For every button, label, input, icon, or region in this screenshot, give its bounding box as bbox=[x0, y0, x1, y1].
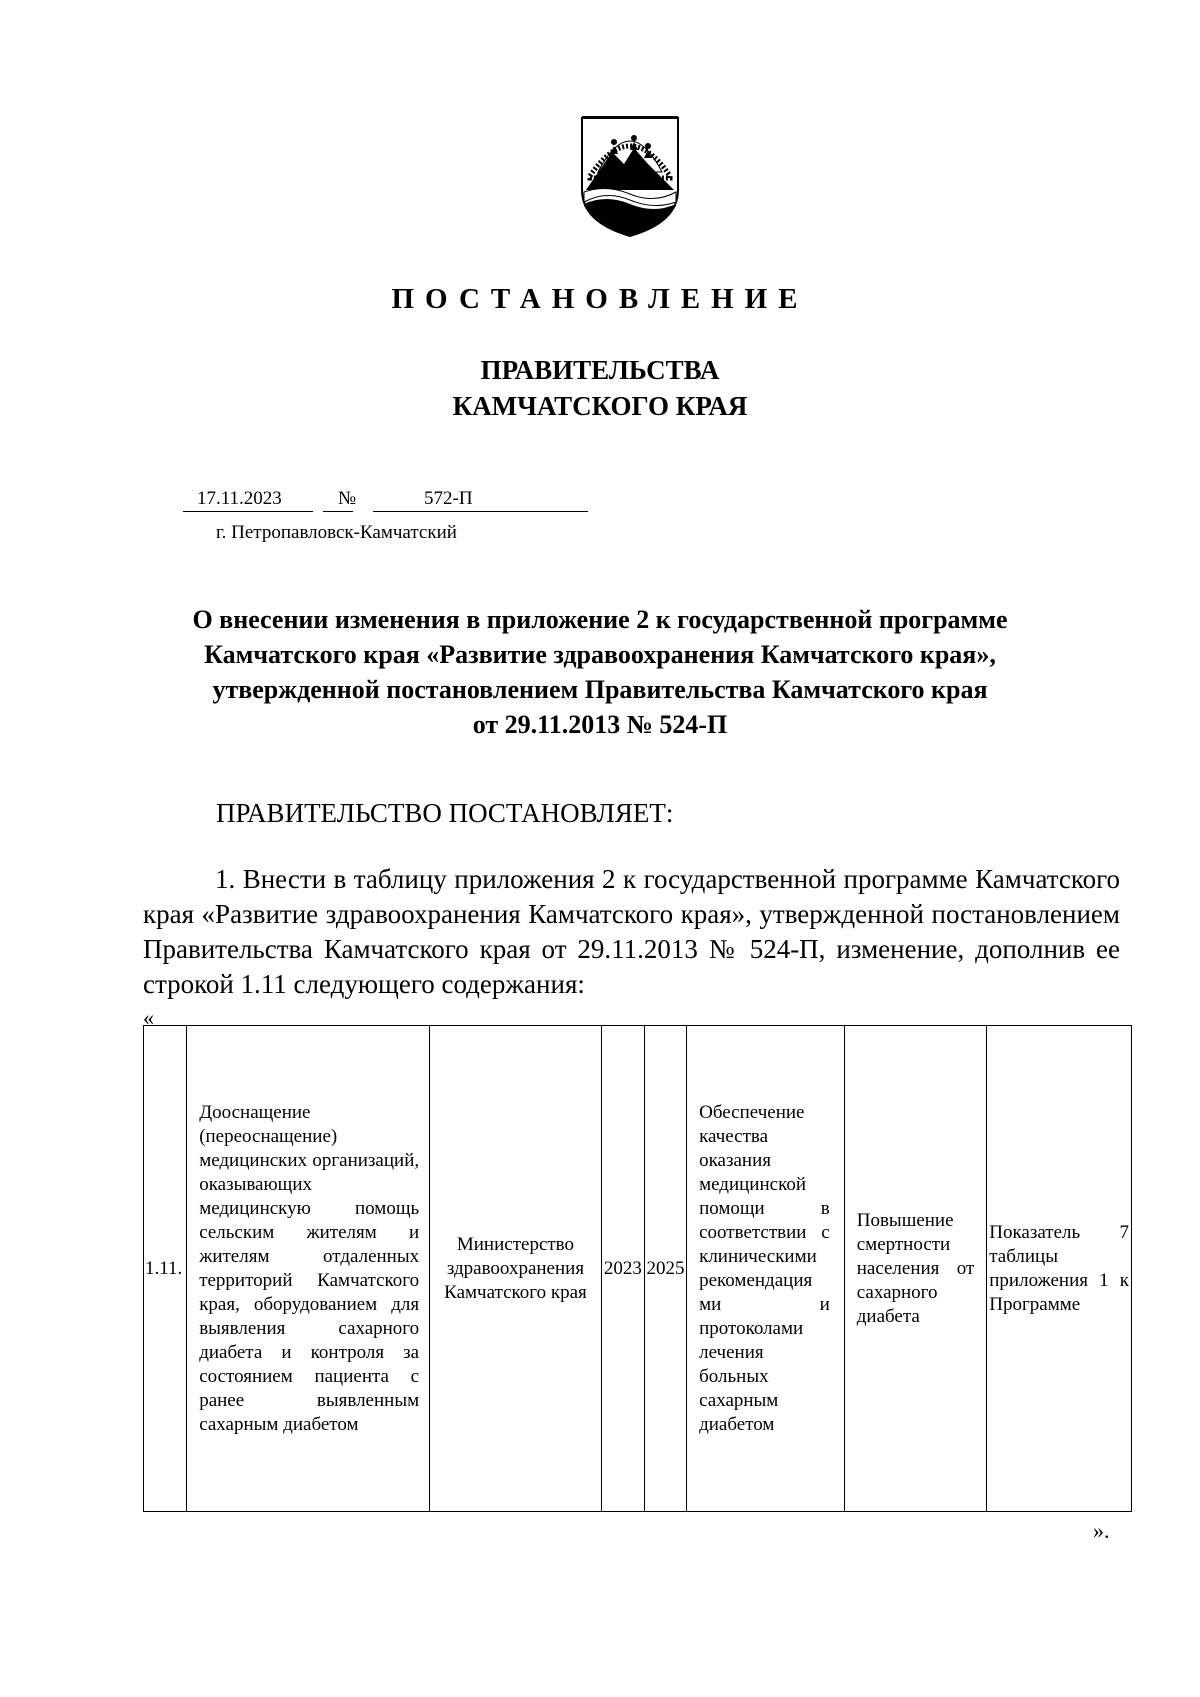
coat-of-arms-icon bbox=[576, 112, 684, 238]
paragraph-1-text: 1. Внести в таблицу приложения 2 к государственной программе Камчатского края «Развитие здравоохранения Камчатского края», утвержденной постановлением Правительства Камчатского края от 29.11.2013 № 524-П, изменение, дополнив ее строкой 1.11 следующего содержания: bbox=[143, 864, 1120, 999]
subject-line-1: О внесении изменения в приложение 2 к государственной программе bbox=[192, 605, 1008, 634]
row-number-cell: 1.11. bbox=[144, 1026, 187, 1512]
document-date-number bbox=[183, 488, 588, 514]
consequence-cell: Повышение смертности населения от сахарного диабета bbox=[844, 1026, 987, 1512]
document-place: г. Петропавловск-Камчатский bbox=[216, 522, 457, 543]
subject-line-2: Камчатского края «Развитие здравоохранения Камчатского края», bbox=[204, 640, 996, 669]
org-line-1: ПРАВИТЕЛЬСТВА bbox=[480, 355, 720, 385]
document-type-title: ПОСТАНОВЛЕНИЕ bbox=[391, 283, 809, 315]
paragraph-1 bbox=[143, 862, 1120, 1002]
expected-result-cell: Обеспечение качества оказания медицинской помощи в соответствии с клиническими рекомендация ми и протоколами лечения больных сахарным диабетом bbox=[687, 1026, 845, 1512]
end-year-cell: 2025 bbox=[644, 1026, 686, 1512]
indicator-link-cell: Показатель 7 таблицы приложения 1 к Программе bbox=[987, 1026, 1132, 1512]
quote-open: « bbox=[143, 1005, 154, 1030]
executor-cell: Министерство здравоохранения Камчатского края bbox=[430, 1026, 602, 1512]
org-line-2: КАМЧАТСКОГО КРАЯ bbox=[452, 391, 748, 421]
subject-line-4: от 29.11.2013 № 524-П bbox=[472, 710, 728, 739]
measure-cell: Дооснащение (переоснащение) медицинских организаций, оказывающих медицинскую помощь сельским жителям и жителям отдаленных территорий Камчатского края, оборудованием для выявления сахарного диабета и контроля за состоянием пациента с ранее выявленным сахарным диабетом bbox=[187, 1026, 430, 1512]
start-year-cell: 2023 bbox=[601, 1026, 644, 1512]
document-number: 572-П bbox=[424, 488, 473, 509]
table-row bbox=[144, 1026, 1132, 1512]
issuing-authority bbox=[0, 352, 1200, 424]
quote-close: ». bbox=[1093, 1518, 1110, 1543]
amendment-table bbox=[143, 1025, 1132, 1512]
document-subject bbox=[0, 602, 1200, 742]
subject-line-3: утвержденной постановлением Правительства Камчатского края bbox=[212, 675, 988, 704]
document-date: 17.11.2023 bbox=[197, 488, 282, 509]
number-sign: № bbox=[338, 488, 357, 509]
decree-statement: ПРАВИТЕЛЬСТВО ПОСТАНОВЛЯЕТ: bbox=[216, 798, 674, 828]
